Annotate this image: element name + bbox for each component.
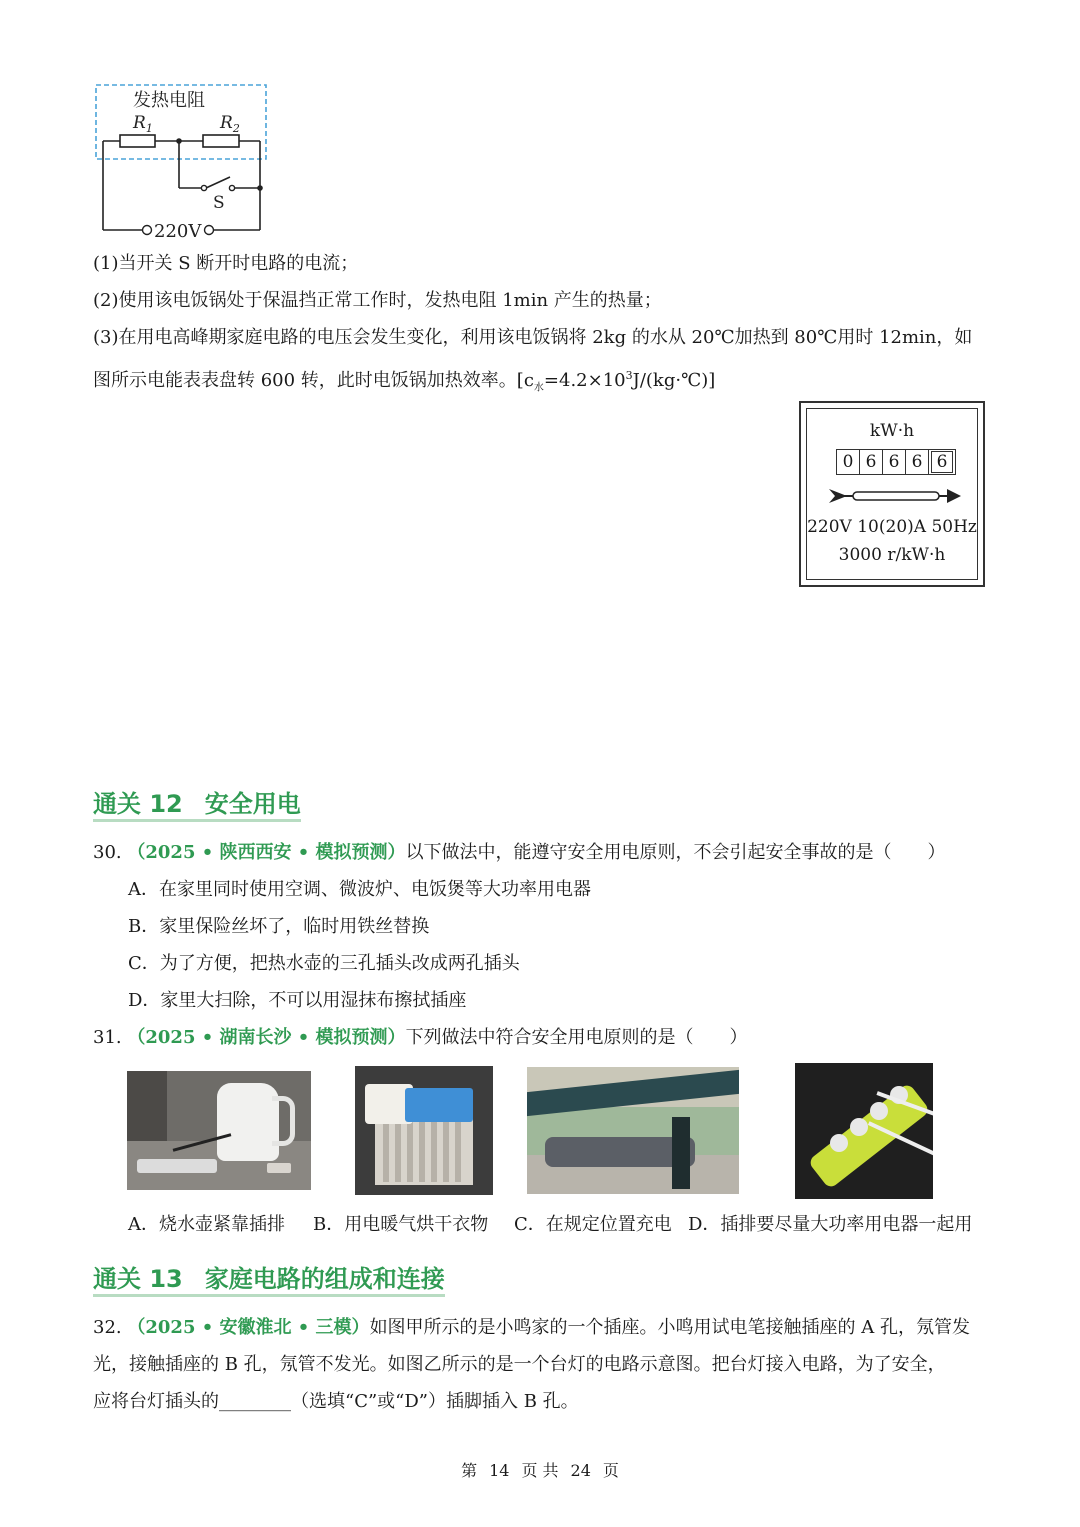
section-13-title: 通关 13 家庭电路的组成和连接	[93, 1259, 445, 1294]
problem-part-1: (1)当开关 S 断开时电路的电流；	[93, 253, 359, 274]
photo-power-strip-overload	[795, 1063, 933, 1199]
meter-digit: 6	[860, 450, 883, 474]
question-30	[93, 841, 946, 865]
question-32-line3: 应将台灯插头的________（选填“C”或“D”）插脚插入 B 孔。	[93, 1391, 579, 1412]
question-number: 32.	[93, 1317, 122, 1338]
question-stem: 如图甲所示的是小鸣家的一个插座。小鸣用试电笔接触插座的 A 孔，氖管发	[369, 1317, 971, 1338]
question-number: 30.	[93, 842, 122, 863]
meter-digit: 6	[883, 450, 906, 474]
energy-meter	[799, 401, 985, 587]
heater-circuit-diagram	[90, 80, 280, 245]
switch-blade	[206, 177, 230, 188]
question-source: （2025 • 湖南长沙 • 模拟预测）	[127, 1027, 406, 1048]
question-source: （2025 • 安徽淮北 • 三模）	[127, 1317, 370, 1338]
question-32	[93, 1316, 970, 1340]
q31-option-b: B．用电暖气烘干衣物	[313, 1214, 489, 1235]
page-footer: 第 14 页 共 24 页	[461, 1461, 619, 1480]
resistor-r2	[203, 135, 239, 147]
meter-spec-line1: 220V 10(20)A 50Hz	[807, 517, 977, 537]
r1-label: $R_1$	[133, 113, 153, 135]
q30-option-d: D．家里大扫除，不可以用湿抹布擦拭插座	[128, 990, 467, 1011]
q30-option-b: B．家里保险丝坏了，临时用铁丝替换	[128, 916, 430, 937]
page-number: 14	[489, 1461, 510, 1480]
q31-option-a: A．烧水壶紧靠插排	[128, 1214, 285, 1235]
q30-option-a: A．在家里同时使用空调、微波炉、电饭煲等大功率用电器	[128, 879, 591, 900]
photo-kettle-near-power-strip	[127, 1071, 311, 1190]
question-31	[93, 1026, 748, 1050]
q31-option-d: D．插排要尽量大功率用电器一起用	[688, 1214, 973, 1235]
meter-digit-decimal: 6	[931, 451, 953, 473]
r2-label: $R_2$	[220, 113, 240, 135]
section-12-title: 通关 12 安全用电	[93, 784, 301, 819]
problem-part-3: (3)在用电高峰期家庭电路的电压会发生变化，利用该电饭锅将 2kg 的水从 20℃加热到 80℃用时 12min，如	[93, 327, 973, 348]
question-stem: 以下做法中，能遵守安全用电原则，不会引起安全事故的是（ ）	[405, 842, 946, 863]
switch-label: S	[213, 193, 225, 213]
resistor-r1	[120, 135, 155, 147]
voltage-label: 220V	[154, 221, 202, 242]
problem-part-3-cont: 图所示电能表表盘转 600 转，此时电饭锅加热效率。$[c_水=4.2\times 10^3J/(kg\cdot℃)]$	[93, 369, 716, 394]
meter-disc-arrow	[829, 485, 964, 507]
meter-digit: 6	[906, 450, 929, 474]
meter-unit: kW·h	[869, 421, 915, 441]
page-total: 24	[570, 1461, 591, 1480]
problem-part-2: (2)使用该电饭锅处于保温挡正常工作时，发热电阻 1min 产生的热量；	[93, 290, 662, 311]
heater-label: 发热电阻	[133, 90, 205, 111]
q31-option-c: C．在规定位置充电	[514, 1214, 672, 1235]
meter-digits	[836, 449, 956, 475]
question-32-line2: 光，接触插座的 B 孔，氖管不发光。如图乙所示的是一个台灯的电路示意图。把台灯接入电路，为了安全，	[93, 1354, 946, 1375]
photo-designated-charging-area	[527, 1067, 739, 1194]
meter-digit: 0	[837, 450, 860, 474]
question-stem: 下列做法中符合安全用电原则的是（ ）	[405, 1027, 748, 1048]
question-source: （2025 • 陕西西安 • 模拟预测）	[127, 842, 406, 863]
question-number: 31.	[93, 1027, 122, 1048]
meter-spec-line2: 3000 r/kW·h	[838, 545, 946, 565]
photo-heater-drying-clothes	[355, 1066, 493, 1195]
q30-option-c: C．为了方便，把热水壶的三孔插头改成两孔插头	[128, 953, 520, 974]
